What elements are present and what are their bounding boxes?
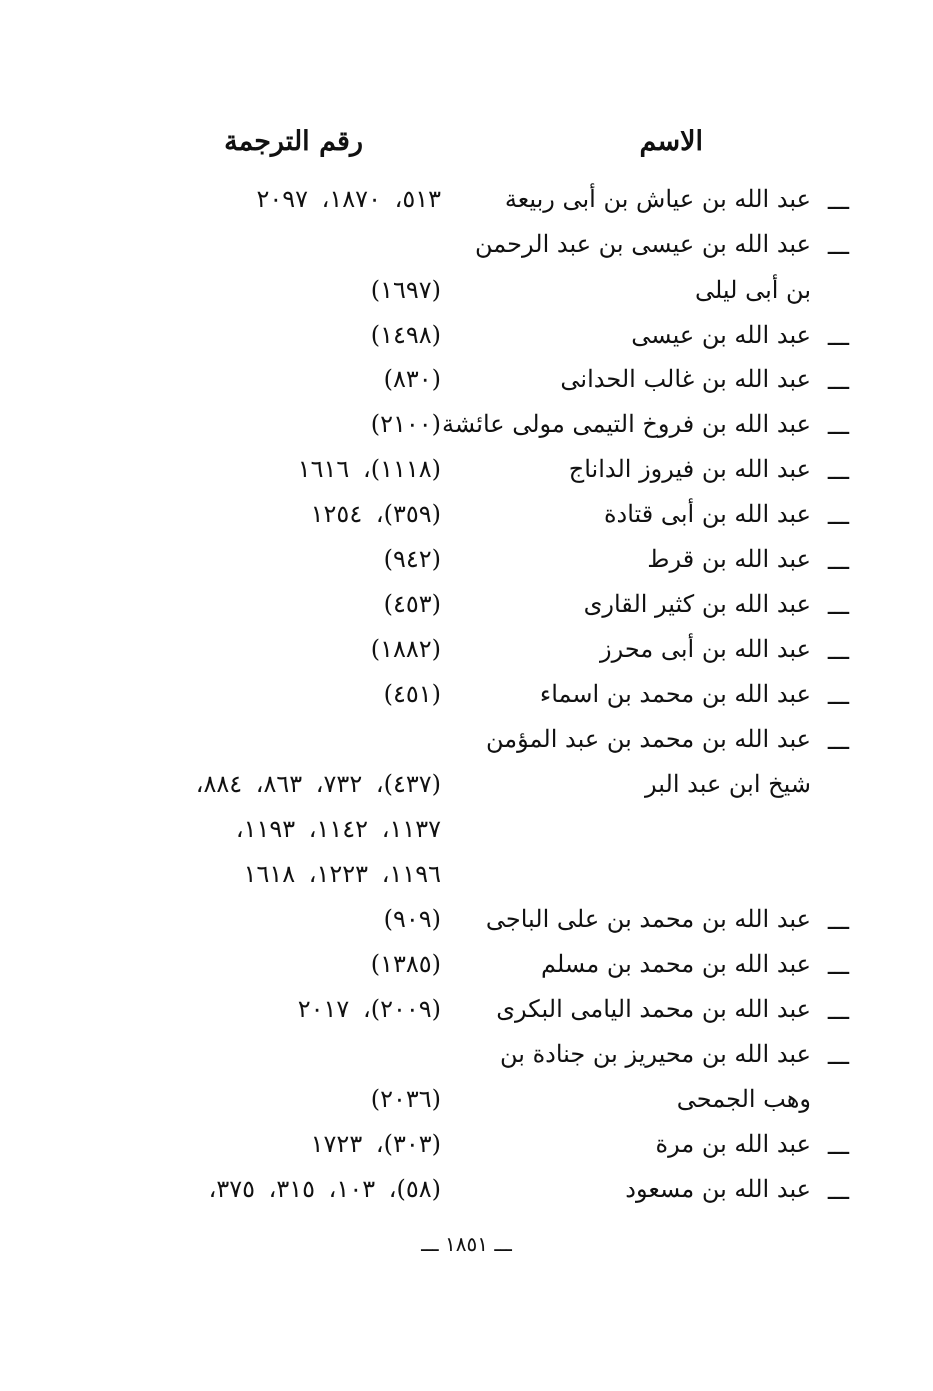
table-row xyxy=(0,627,933,672)
entry-name: وهب الجمحى xyxy=(676,1085,811,1113)
table-row xyxy=(0,492,933,537)
entry-name: عبد الله بن مرة xyxy=(655,1130,811,1158)
entry-numbers: (١٤٩٨) xyxy=(370,321,441,349)
table-row xyxy=(0,357,933,402)
entry-numbers: (٢١٠٠) xyxy=(370,410,441,438)
entry-name: عبد الله بن عياش بن أبى ربيعة xyxy=(504,185,811,213)
entry-numbers: (٤٥٣) xyxy=(383,590,441,618)
entry-numbers: (١٦٩٧) xyxy=(370,276,441,304)
name-column-header: الاسم xyxy=(639,126,703,157)
entry-numbers: (١٨٨٢) xyxy=(370,635,441,663)
entry-dash: ـــ xyxy=(827,997,849,1025)
entry-dash: ـــ xyxy=(827,1132,849,1160)
table-row xyxy=(0,717,933,762)
entry-numbers: (١٣٨٥) xyxy=(370,950,441,978)
entry-numbers: (٤٣٧)، ٧٣٢، ٨٦٣، ٨٨٤، xyxy=(195,770,441,798)
entry-name: عبد الله بن فروخ التيمى مولى عائشة xyxy=(442,410,811,438)
table-row xyxy=(0,807,933,852)
entry-numbers: (٤٥١) xyxy=(383,680,441,708)
page-number: ـــ ١٨٥١ ـــ xyxy=(421,1232,512,1256)
table-row xyxy=(0,313,933,358)
entry-dash: ـــ xyxy=(827,592,849,620)
entry-name: عبد الله بن محيريز بن جنادة بن xyxy=(500,1040,811,1068)
entry-dash: ـــ xyxy=(827,907,849,935)
entry-name: عبد الله بن محمد بن على الباجى xyxy=(485,905,811,933)
entry-numbers: (٣٥٩)، ١٢٥٤ xyxy=(310,500,441,528)
entry-name: عبد الله بن فيروز الداناج xyxy=(568,455,811,483)
table-row xyxy=(0,537,933,582)
entry-dash: ـــ xyxy=(827,952,849,980)
entry-name: عبد الله بن كثير القارى xyxy=(583,590,811,618)
entry-numbers: (٩٠٩) xyxy=(383,905,441,933)
entry-name: عبد الله بن محمد بن مسلم xyxy=(541,950,811,978)
table-row xyxy=(0,177,933,222)
entry-name: عبد الله بن عيسى بن عبد الرحمن xyxy=(475,230,811,258)
table-row xyxy=(0,1167,933,1212)
entry-dash: ـــ xyxy=(827,367,849,395)
table-row xyxy=(0,672,933,717)
table-row xyxy=(0,897,933,942)
table-row xyxy=(0,852,933,897)
entry-dash: ـــ xyxy=(827,323,849,351)
table-row xyxy=(0,268,933,313)
entry-dash: ـــ xyxy=(827,727,849,755)
table-row xyxy=(0,987,933,1032)
entry-numbers: (٣٠٣)، ١٧٢٣ xyxy=(310,1130,441,1158)
entry-name: عبد الله بن عيسى xyxy=(631,321,811,349)
entry-dash: ـــ xyxy=(827,547,849,575)
entry-dash: ـــ xyxy=(827,187,849,215)
entry-dash: ـــ xyxy=(827,637,849,665)
table-row xyxy=(0,1077,933,1122)
entry-numbers: ١١٣٧، ١١٤٢، ١١٩٣، xyxy=(235,815,441,843)
table-row xyxy=(0,762,933,807)
entry-name: عبد الله بن مسعود xyxy=(625,1175,811,1203)
table-row xyxy=(0,222,933,267)
entry-dash: ـــ xyxy=(827,682,849,710)
table-row xyxy=(0,447,933,492)
entry-numbers: (٨٣٠) xyxy=(383,365,441,393)
table-row xyxy=(0,1032,933,1077)
entry-numbers: (٢٠٣٦) xyxy=(370,1085,441,1113)
entry-name: عبد الله بن محمد بن اسماء xyxy=(539,680,811,708)
entry-name: عبد الله بن قرط xyxy=(647,545,811,573)
table-row xyxy=(0,942,933,987)
entry-name: عبد الله بن محمد اليامى البكرى xyxy=(496,995,811,1023)
table-row xyxy=(0,582,933,627)
entry-name: عبد الله بن غالب الحدانى xyxy=(560,365,811,393)
entry-numbers: (١١١٨)، ١٦١٦ xyxy=(297,455,441,483)
table-row xyxy=(0,1122,933,1167)
entry-dash: ـــ xyxy=(827,232,849,260)
entry-dash: ـــ xyxy=(827,502,849,530)
entry-name: بن أبى ليلى xyxy=(694,276,811,304)
entry-name: عبد الله بن أبى قتادة xyxy=(603,500,811,528)
entry-name: عبد الله بن محمد بن عبد المؤمن xyxy=(486,725,811,753)
entry-name: عبد الله بن أبى محرز xyxy=(600,635,811,663)
entry-numbers: ١١٩٦، ١٢٢٣، ١٦١٨ xyxy=(243,860,441,888)
entry-dash: ـــ xyxy=(827,457,849,485)
entry-dash: ـــ xyxy=(827,1177,849,1205)
entry-dash: ـــ xyxy=(827,1042,849,1070)
entry-numbers: (٢٠٠٩)، ٢٠١٧ xyxy=(297,995,441,1023)
entry-name: شيخ ابن عبد البر xyxy=(645,770,811,798)
entry-numbers: (٥٨)، ١٠٣، ٣١٥، ٣٧٥، xyxy=(208,1175,441,1203)
table-row xyxy=(0,402,933,447)
entry-dash: ـــ xyxy=(827,412,849,440)
entry-numbers: (٩٤٢) xyxy=(383,545,441,573)
number-column-header: رقم الترجمة xyxy=(224,126,363,157)
entry-numbers: ٥١٣، ١٨٧٠، ٢٠٩٧ xyxy=(256,185,441,213)
